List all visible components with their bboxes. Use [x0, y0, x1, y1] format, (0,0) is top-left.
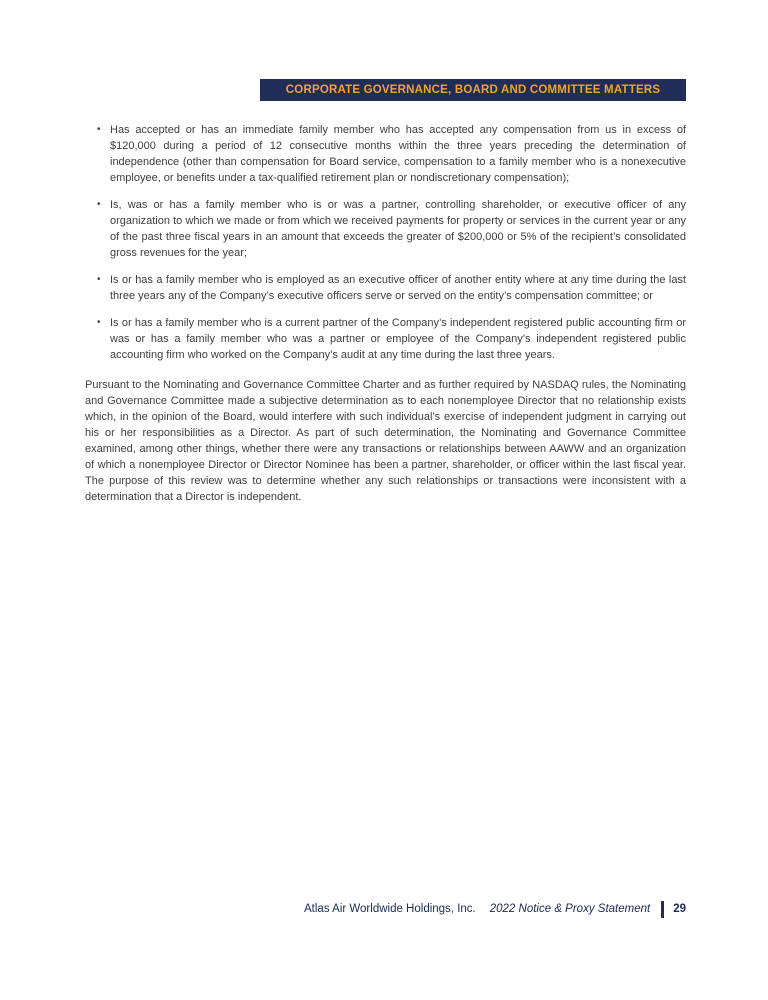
bullet-item: • Is or has a family member who is employed as an executive officer of another entity where at any time during the last three years any of the Company’s executive officers serve or served on the entity’s compensation committee; or — [85, 272, 686, 304]
bullet-item: • Has accepted or has an immediate family member who has accepted any compensation from us in excess of $120,000 during a period of 12 consecutive months within the three years preceding the determination of independence (other than compensation for Board service, compensation to a family member who is a nonexecutive employee, or benefits under a tax-qualified retirement plan or nondiscretionary compensation); — [85, 122, 686, 186]
independence-criteria-list — [85, 122, 686, 363]
footer-document-title: 2022 Notice & Proxy Statement — [489, 903, 651, 915]
page-footer — [304, 900, 686, 918]
page-content — [85, 122, 686, 505]
footer-divider — [661, 901, 664, 918]
bullet-item: • Is or has a family member who is a current partner of the Company’s independent registered public accounting firm or was or has a family member who was a partner or employee of the Company’s independent registered public accounting firm who worked on the Company’s audit at any time during the last three years. — [85, 315, 686, 363]
body-paragraph: Pursuant to the Nominating and Governance Committee Charter and as further required by NASDAQ rules, the Nominating and Governance Committee made a subjective determination as to each nonemployee Director that no relationship exists which, in the opinion of the Board, would interfere with such individual’s exercise of independent judgment in carrying out his or her responsibilities as a Director. As part of such determination, the Nominating and Governance Committee examined, among other things, whether there were any transactions or relationships between AAWW and an organization of which a nonemployee Director or Director Nominee has been a partner, shareholder, or officer within the last fiscal year. The purpose of this review was to determine whether any such relationships or transactions were inconsistent with a determination that a Director is independent. — [85, 379, 686, 503]
section-header-title: CORPORATE GOVERNANCE, BOARD AND COMMITTEE MATTERS — [285, 84, 661, 96]
bullet-item: • Is, was or has a family member who is or was a partner, controlling shareholder, or executive officer of any organization to which we made or from which we received payments for property or services in the current year or any of the past three fiscal years in an amount that exceeds the greater of $200,000 or 5% of the recipient’s consolidated gross revenues for the year; — [85, 197, 686, 261]
section-header-banner — [260, 79, 686, 101]
footer-page-number: 29 — [673, 903, 686, 915]
footer-company-name: Atlas Air Worldwide Holdings, Inc. — [304, 903, 476, 915]
